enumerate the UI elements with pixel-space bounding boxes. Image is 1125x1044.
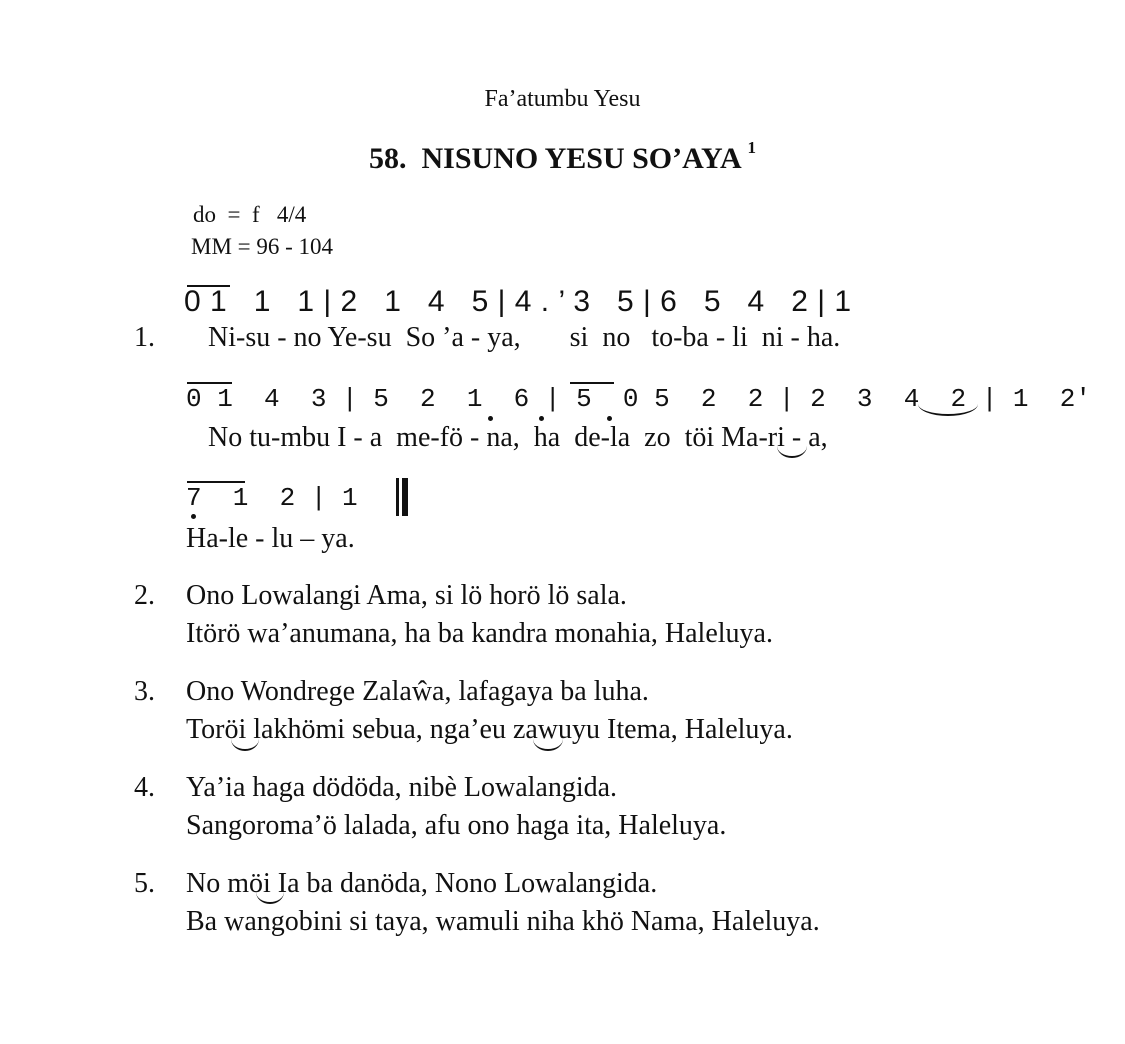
key-signature: do = f 4/4 — [193, 202, 307, 227]
lyrics-line-2: No tu-mbu I - a me-fö - na, ha de-la zo töi Ma-ri - a, — [208, 422, 828, 453]
verse-5-line-2: Ba wangobini si taya, wamuli niha khö Nama, Haleluya. — [186, 906, 820, 937]
final-barline-thin — [396, 478, 399, 516]
tempo-marking: MM = 96 - 104 — [191, 234, 334, 259]
verse-number-4: 4. — [134, 772, 155, 803]
lower-octave-dot — [191, 514, 196, 519]
verse-number-2: 2. — [134, 580, 155, 611]
verse-5-line-1: No möi Ia ba danöda, Nono Lowalangida. — [186, 868, 658, 899]
verse-2-line-2: Itörö wa’anumana, ha ba kandra monahia, Haleluya. — [186, 618, 773, 649]
notation-line-2: 0 1 4 3 | 5 2 1 6 | 5 0 5 2 2 | 2 3 4 2 | 1 2' — [186, 384, 1091, 414]
slur-mark — [533, 739, 563, 751]
lower-octave-dot — [539, 416, 544, 421]
slur-mark — [231, 739, 259, 751]
verse-3-line-1: Ono Wondrege Zalaŵa, lafagaya ba luha. — [186, 676, 649, 707]
lyrics-line-3: Ha-le - lu – ya. — [186, 523, 355, 554]
verse-2-line-1: Ono Lowalangi Ama, si lö horö lö sala. — [186, 580, 627, 611]
notation-line-3: 7 1 2 | 1 — [186, 483, 358, 513]
lower-octave-dot — [607, 416, 612, 421]
hymn-subtitle: Fa’atumbu Yesu — [484, 86, 641, 112]
footnote-mark: 1 — [747, 138, 756, 157]
final-barline-thick — [402, 478, 408, 516]
slur-mark — [256, 892, 284, 904]
verse-3-line-2: Toröi lakhömi sebua, nga’eu zawuyu Itema, Haleluya. — [186, 714, 793, 745]
verse-number-1: 1. — [134, 322, 155, 353]
slur-mark — [918, 404, 978, 416]
lower-octave-dot — [488, 416, 493, 421]
hymn-title-text: 58. NISUNO YESU SO’AYA — [369, 142, 740, 175]
notation-line-1: 0 1 1 1 | 2 1 4 5 | 4 . ’ 3 5 | 6 5 4 2 | 1 — [184, 285, 852, 318]
verse-number-3: 3. — [134, 676, 155, 707]
slur-mark — [777, 446, 807, 458]
verse-4-line-1: Ya’ia haga dödöda, nibè Lowalangida. — [186, 772, 618, 803]
verse-4-line-2: Sangoroma’ö lalada, afu ono haga ita, Haleluya. — [186, 810, 727, 841]
lyrics-line-1: Ni-su - no Ye-su So ’a - ya, si no to-ba - li ni - ha. — [208, 322, 841, 353]
verse-number-5: 5. — [134, 868, 155, 899]
hymn-title — [0, 138, 1125, 176]
